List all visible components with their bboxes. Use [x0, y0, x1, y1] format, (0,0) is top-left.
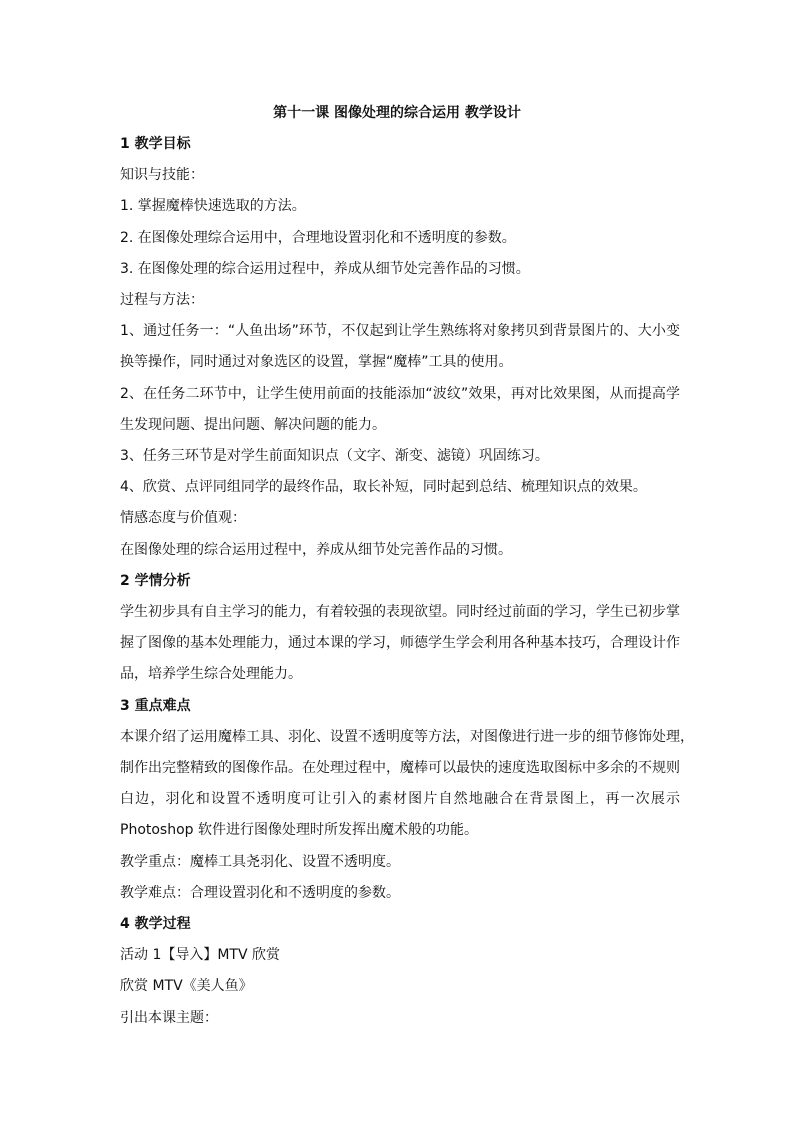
- paragraph-line: 本课介绍了运用魔棒工具、羽化、设置不透明度等方法，对图像进行进一步的细节修饰处理，: [120, 729, 694, 745]
- paragraph-line: 1、通过任务一：“人鱼出场”环节，不仅起到让学生熟练将对象拷贝到背景图片的、大小变: [120, 323, 680, 339]
- paragraph-line: 引出本课主题：: [120, 1010, 218, 1026]
- paragraph-line: 白边，羽化和设置不透明度可让引入的素材图片自然地融合在背景图上，再一次展示: [120, 791, 680, 807]
- paragraph-line: 知识与技能：: [120, 167, 204, 183]
- section-heading-objectives: 1 教学目标: [120, 136, 191, 152]
- paragraph-line: 4、欣赏、点评同组同学的最终作品，取长补短，同时起到总结、梳理知识点的效果。: [120, 479, 647, 495]
- paragraph-line: 教学重点：魔棒工具尧羽化、设置不透明度。: [120, 854, 400, 870]
- paragraph-line: 1. 掌握魔棒快速选取的方法。: [120, 198, 306, 214]
- paragraph-line: 制作出完整精致的图像作品。在处理过程中，魔棒可以最快的速度选取图标中多余的不规则: [120, 760, 680, 776]
- paragraph-line: Photoshop 软件进行图像处理时所发挥出魔术般的功能。: [120, 822, 479, 838]
- paragraph-line: 2. 在图像处理综合运用中，合理地设置羽化和不透明度的参数。: [120, 230, 516, 246]
- paragraph-line: 在图像处理的综合运用过程中，养成从细节处完善作品的习惯。: [120, 542, 512, 558]
- paragraph-line: 学生初步具有自主学习的能力，有着较强的表现欲望。同时经过前面的学习，学生已初步掌: [120, 604, 680, 620]
- paragraph-line: 品，培养学生综合处理能力。: [120, 666, 302, 682]
- paragraph-line: 2、在任务二环节中，让学生使用前面的技能添加“波纹”效果，再对比效果图，从而提高学: [120, 386, 680, 402]
- paragraph-line: 欣赏 MTV《美人鱼》: [120, 978, 253, 994]
- paragraph-line: 活动 1【导入】MTV 欣赏: [120, 947, 281, 963]
- paragraph-line: 情感态度与价值观：: [120, 510, 246, 526]
- paragraph-line: 教学难点：合理设置羽化和不透明度的参数。: [120, 885, 400, 901]
- section-heading-analysis: 2 学情分析: [120, 573, 191, 589]
- paragraph-line: 3、任务三环节是对学生前面知识点（文字、渐变、滤镜）巩固练习。: [120, 448, 549, 464]
- paragraph-line: 换等操作，同时通过对象选区的设置，掌握“魔棒”工具的使用。: [120, 354, 513, 370]
- section-heading-process: 4 教学过程: [120, 916, 191, 932]
- paragraph-line: 握了图像的基本处理能力，通过本课的学习，师德学生学会利用各种基本技巧，合理设计作: [120, 635, 680, 651]
- section-heading-key-points: 3 重点难点: [120, 698, 191, 714]
- paragraph-line: 生发现问题、提出问题、解决问题的能力。: [120, 417, 386, 433]
- document-title: 第十一课 图像处理的综合运用 教学设计: [273, 105, 521, 121]
- paragraph-line: 过程与方法：: [120, 292, 204, 308]
- paragraph-line: 3. 在图像处理的综合运用过程中，养成从细节处完善作品的习惯。: [120, 261, 530, 277]
